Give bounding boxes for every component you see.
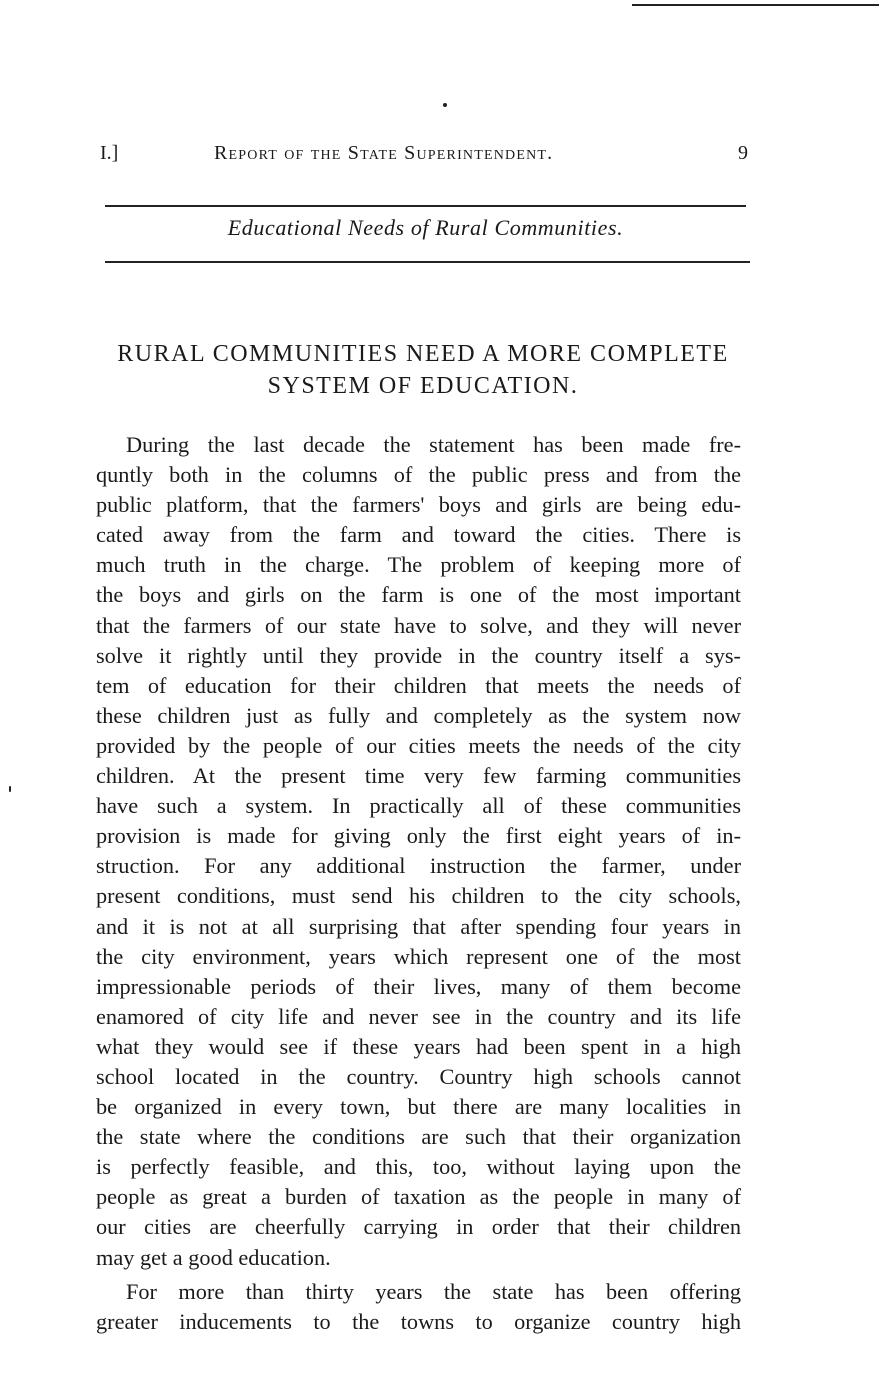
text-line: what they would see if these years had been spent in a high xyxy=(96,1033,741,1059)
section-heading: Educational Needs of Rural Communities. xyxy=(227,215,624,240)
text-line: impressionable periods of their lives, many of them become xyxy=(96,973,741,999)
running-title: Report of the State Superintendent. xyxy=(214,142,554,164)
text-line: people as great a burden of taxation as the people in many of xyxy=(96,1184,741,1210)
article-title-line: SYSTEM OF EDUCATION. xyxy=(267,373,579,399)
text-line: During the last decade the statement has been made fre- xyxy=(126,432,741,457)
article-body xyxy=(96,430,741,1337)
text-line: enamored of city life and never see in the country and its life xyxy=(96,1003,741,1029)
text-line: children. At the present time very few farming communities xyxy=(96,763,741,789)
text-line: have such a system. In practically all of these communities xyxy=(96,793,741,819)
text-line: public platform, that the farmers' boys and girls are being edu- xyxy=(96,492,741,518)
text-line: may get a good education. xyxy=(96,1244,331,1270)
text-line: For more than thirty years the state has been offering xyxy=(126,1278,741,1304)
text-line: quntly both in the columns of the public press and from the xyxy=(96,462,741,488)
text-line: much truth in the charge. The problem of keeping more of xyxy=(96,552,741,578)
print-speck xyxy=(9,786,11,792)
text-line: school located in the country. Country high schools cannot xyxy=(96,1063,741,1089)
text-line: greater inducements to the towns to organize country high xyxy=(96,1308,741,1334)
text-line: struction. For any additional instruction the farmer, under xyxy=(96,853,741,879)
text-line: the state where the conditions are such that their organization xyxy=(96,1124,741,1150)
text-line: that the farmers of our state have to solve, and they will never xyxy=(96,612,741,638)
text-line: be organized in every town, but there are many localities in xyxy=(96,1094,741,1120)
text-line: cated away from the farm and toward the cities. There is xyxy=(96,522,741,548)
print-speck xyxy=(443,103,447,107)
page-number: 9 xyxy=(738,142,748,164)
text-line: the city environment, years which represent one of the most xyxy=(96,943,741,969)
text-line: present conditions, must send his children to the city schools, xyxy=(96,883,741,909)
article-title-line: RURAL COMMUNITIES NEED A MORE COMPLETE xyxy=(117,341,729,367)
header-rule-bottom xyxy=(105,261,750,263)
text-line: our cities are cheerfully carrying in order that their children xyxy=(96,1214,741,1240)
text-line: these children just as fully and completely as the system now xyxy=(96,702,741,728)
header-rule-top xyxy=(105,205,746,207)
text-line: the boys and girls on the farm is one of the most important xyxy=(96,582,741,608)
text-line: solve it rightly until they provide in the country itself a sys- xyxy=(96,642,741,668)
running-head xyxy=(100,142,748,174)
text-line: and it is not at all surprising that after spending four years in xyxy=(96,913,741,939)
top-edge-rule xyxy=(632,4,879,6)
part-number: I.] xyxy=(100,142,119,164)
text-line: provision is made for giving only the first eight years of in- xyxy=(96,823,741,849)
article-title xyxy=(96,338,750,402)
text-line: is perfectly feasible, and this, too, without laying upon the xyxy=(96,1154,741,1180)
text-line: provided by the people of our cities meets the needs of the city xyxy=(96,732,741,758)
text-line: tem of education for their children that meets the needs of xyxy=(96,672,741,698)
